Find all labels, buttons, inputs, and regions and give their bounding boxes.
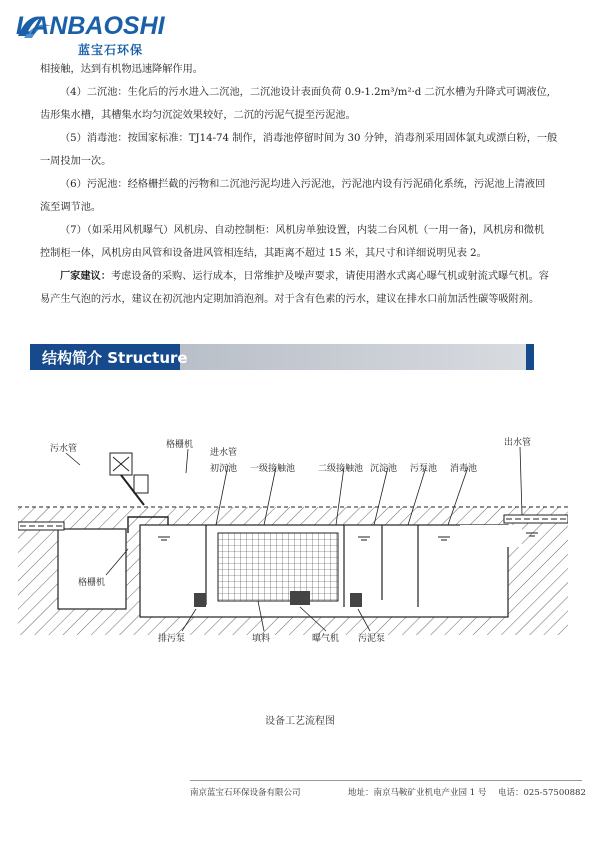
label-outlet-pipe: 出水管 xyxy=(504,438,532,448)
label-sewage-pipe: 污水管 xyxy=(50,444,78,454)
footer-phone: 电话：025-57500882 xyxy=(498,788,586,798)
label-settling: 沉淀池 xyxy=(370,464,398,474)
label-aerator: 曝气机 xyxy=(312,634,340,644)
paragraph-recommendation xyxy=(40,265,570,311)
company-logo xyxy=(16,6,166,58)
paragraph-line: （6）污泥池：经格栅拦截的污物和二沉池污泥均进入污泥池，污泥池内设有污泥硝化系统，污泥池上清液回 xyxy=(60,179,546,190)
footer-divider xyxy=(190,780,582,781)
label-inlet-pipe: 进水管 xyxy=(210,448,238,458)
label-contact-2: 二级接触池 xyxy=(318,464,364,474)
paragraph-line: 流至调节池。 xyxy=(40,202,102,213)
label-drain-pump: 排污泵 xyxy=(158,634,186,644)
label-disinfection: 消毒池 xyxy=(450,464,478,474)
label-filler: 填料 xyxy=(252,634,271,644)
sludge-pump-icon xyxy=(350,593,362,607)
logo-text: LANBAOSHI xyxy=(16,12,165,40)
process-flow-diagram xyxy=(18,425,568,655)
label-primary-settling: 初沉池 xyxy=(210,464,238,474)
recommendation-text: 考虑设备的采购、运行成本，日常维护及噪声要求，请使用潜水式离心曝气机或射流式曝气机。容 xyxy=(110,271,549,282)
paragraph-intro xyxy=(40,58,570,81)
paragraph-line: （4）二沉池：生化后的污水进入二沉池，二沉池设计表面负荷 0.9-1.2m³/m²·d 二沉水槽为升降式可调液位, xyxy=(60,87,551,98)
aerator-icon xyxy=(290,591,310,605)
paragraph-line: 控制柜一体，风机房由风管和设备进风管相连结，其距离不超过 15 米，其尺寸和详细说明见表 2。 xyxy=(40,248,487,259)
label-sludge-tank: 污泵池 xyxy=(410,464,438,474)
paragraph-line: 一周投加一次。 xyxy=(40,156,112,167)
logo-subtitle: 蓝宝石环保 xyxy=(78,43,144,57)
filler-media xyxy=(218,533,338,601)
label-grille-bottom: 格栅机 xyxy=(78,578,106,588)
recommendation-label: 厂家建议： xyxy=(60,270,111,282)
paragraph-secondary-settling xyxy=(40,81,570,127)
paragraph-disinfection xyxy=(40,127,570,173)
label-contact-1: 一级接触池 xyxy=(250,464,296,474)
paragraph-line: （5）消毒池：按国家标准：TJ14-74 制作，消毒池停留时间为 30 分钟，消毒剂采用固体氯丸或漂白粉，一般 xyxy=(60,133,558,144)
drain-pump-icon xyxy=(194,593,206,607)
paragraph-line: 齿形集水槽，其槽集水均匀沉淀效果较好，二沉的污泥气提至污泥池。 xyxy=(40,110,356,121)
paragraph-line: 相接触，达到有机物迅速降解作用。 xyxy=(40,64,203,75)
paragraph-blower-room xyxy=(40,219,570,265)
section-header xyxy=(30,344,534,370)
paragraph-line: （7）（如采用风机曝气）风机房、自动控制柜：风机房单独设置，内装二台风机（一用一备)，风机房和微机 xyxy=(60,225,545,236)
footer-address: 地址：南京马鞍矿业机电产业园 1 号 xyxy=(348,788,487,798)
label-grille-top: 格栅机 xyxy=(166,440,194,450)
paragraph-sludge-tank xyxy=(40,173,570,219)
label-sludge-pump: 污泥泵 xyxy=(358,634,386,644)
paragraph-line xyxy=(40,265,570,288)
diagram-caption: 设备工艺流程图 xyxy=(265,716,335,727)
paragraph-line: 易产生气泡的污水，建议在初沉池内定期加消泡剂。对于含有色素的污水，建议在排水口前加活性碳等吸附剂。 xyxy=(40,294,540,305)
grille-pit xyxy=(58,529,126,609)
section-title: 结构简介 Structure xyxy=(42,349,188,367)
footer-company: 南京蓝宝石环保设备有限公司 xyxy=(190,788,301,798)
